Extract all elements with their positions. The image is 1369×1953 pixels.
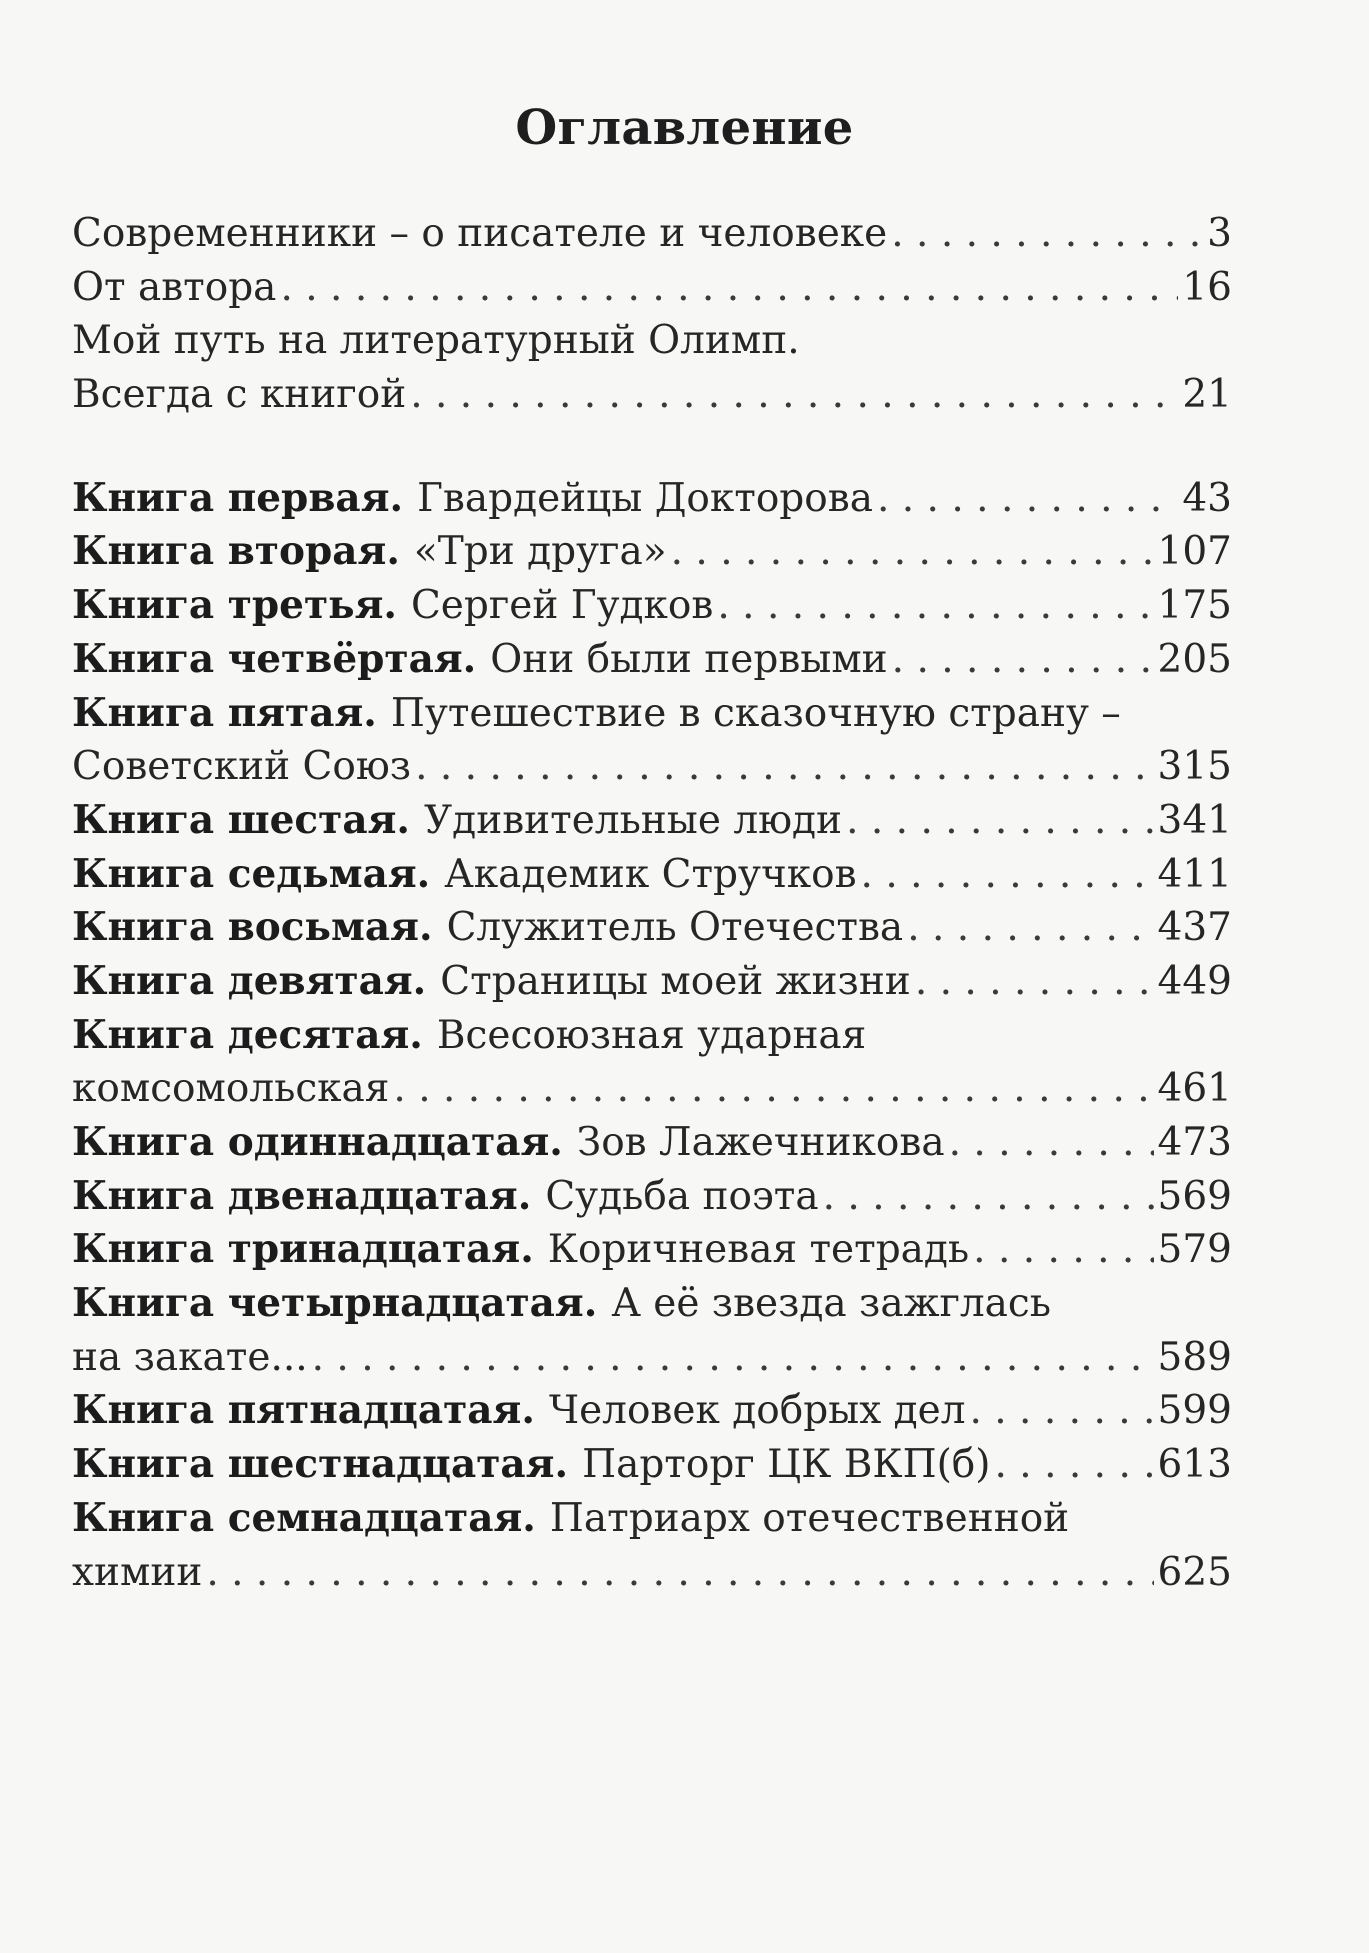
page-number: 589 <box>1157 1334 1232 1380</box>
entry-title: Удивительные люди <box>424 797 843 843</box>
toc-entry <box>72 525 1232 579</box>
dot-leader <box>973 1223 1153 1277</box>
entry-title: Всегда с книгой <box>72 372 407 418</box>
entry-title: Судьба поэта <box>545 1173 819 1219</box>
entry-title: Мой путь на литературный Олимп. <box>72 318 800 364</box>
entry-title: Современники – о писателе и человеке <box>72 211 888 256</box>
entry-title: Человек добрых дел <box>548 1388 966 1434</box>
page-number: 437 <box>1157 905 1232 951</box>
entry-title: Коричневая тетрадь <box>547 1227 970 1273</box>
page-number: 341 <box>1157 797 1232 843</box>
book-label: Книга первая. <box>72 474 404 521</box>
dot-leader <box>907 901 1153 955</box>
entry-title: От автора <box>72 264 277 310</box>
dot-leader <box>915 955 1154 1009</box>
entry-title: Парторг ЦК ВКП(б) <box>582 1442 991 1488</box>
dot-leader <box>206 1546 1153 1600</box>
entry-title: Академик Стручков <box>444 851 857 897</box>
table-of-contents <box>72 207 1232 1599</box>
entry-title: Зов Лажечникова <box>576 1120 945 1165</box>
toc-entry <box>72 261 1232 315</box>
book-label: Книга четвёртая. <box>72 635 477 682</box>
book-label: Книга четырнадцатая. <box>72 1280 598 1327</box>
book-label: Книга шестнадцатая. <box>72 1441 569 1488</box>
entry-title: Сергей Гудков <box>410 583 714 629</box>
page-number: 43 <box>1182 475 1232 521</box>
dot-leader <box>671 525 1154 579</box>
toc-entry <box>72 633 1232 687</box>
entry-title: А её звезда зажглась <box>611 1281 1051 1327</box>
toc-entry <box>72 1223 1232 1277</box>
toc-entry <box>72 687 1232 741</box>
page-number: 205 <box>1157 636 1232 682</box>
entry-title: Патриарх отечественной <box>549 1495 1070 1541</box>
toc-entry <box>72 848 1232 902</box>
page-number: 579 <box>1157 1227 1232 1273</box>
toc-entry-continuation <box>72 1331 1232 1385</box>
toc-entry <box>72 1492 1232 1546</box>
page-number: 3 <box>1207 211 1232 256</box>
toc-entry-continuation <box>72 1062 1232 1116</box>
dot-leader <box>280 261 1178 315</box>
page-number: 107 <box>1157 529 1232 575</box>
dot-leader <box>892 633 1154 687</box>
toc-entry <box>72 1170 1232 1224</box>
book-label: Книга шестая. <box>72 796 410 843</box>
dot-leader <box>717 579 1153 633</box>
page-number: 625 <box>1157 1549 1232 1595</box>
dot-leader <box>969 1384 1153 1438</box>
entry-title: комсомольская <box>72 1066 390 1112</box>
dot-leader <box>846 794 1153 848</box>
toc-entry <box>72 1116 1232 1170</box>
book-label: Книга двенадцатая. <box>72 1172 532 1219</box>
page-number: 175 <box>1157 583 1232 629</box>
book-label: Книга вторая. <box>72 528 400 575</box>
section-gap <box>72 422 1232 472</box>
page-number: 473 <box>1157 1120 1232 1165</box>
entry-title: Служитель Отечества <box>446 905 904 951</box>
page-number: 449 <box>1157 958 1232 1004</box>
dot-leader <box>861 848 1154 902</box>
book-label: Книга восьмая. <box>72 904 433 951</box>
toc-entry <box>72 472 1232 526</box>
book-label: Книга девятая. <box>72 957 427 1004</box>
toc-entry <box>72 1384 1232 1438</box>
book-label: Книга одиннадцатая. <box>72 1119 563 1165</box>
entry-title: Путешествие в сказочную страну – <box>390 690 1121 736</box>
book-label: Книга тринадцатая. <box>72 1226 534 1273</box>
toc-entry <box>72 1009 1232 1063</box>
entry-title: Советский Союз <box>72 744 412 790</box>
entry-title: Они были первыми <box>490 636 888 682</box>
dot-leader <box>415 740 1153 794</box>
book-label: Книга пятая. <box>72 689 377 736</box>
entry-title: Всесоюзная ударная <box>436 1012 867 1058</box>
page-number: 16 <box>1182 264 1232 310</box>
toc-entry-continuation <box>72 368 1232 422</box>
book-label: Книга пятнадцатая. <box>72 1387 535 1434</box>
page-number: 21 <box>1182 372 1232 418</box>
page-title: Оглавление <box>515 100 854 156</box>
page-number: 599 <box>1157 1388 1232 1434</box>
entry-title: химии <box>72 1549 203 1595</box>
page-number: 411 <box>1157 851 1232 897</box>
toc-entry <box>72 207 1232 261</box>
toc-entry <box>72 314 1232 368</box>
toc-entry <box>72 1438 1232 1492</box>
toc-entry <box>72 579 1232 633</box>
dot-leader <box>410 368 1178 422</box>
entry-title: Гвардейцы Докторова <box>417 475 873 521</box>
dot-leader <box>995 1438 1154 1492</box>
toc-entry-continuation <box>72 740 1232 794</box>
book-label: Книга третья. <box>72 582 397 629</box>
toc-entry <box>72 955 1232 1009</box>
dot-leader <box>949 1116 1154 1170</box>
toc-entry <box>72 901 1232 955</box>
book-label: Книга седьмая. <box>72 850 431 897</box>
dot-leader <box>891 207 1203 261</box>
toc-entry <box>72 1277 1232 1331</box>
dot-leader <box>393 1062 1153 1116</box>
book-label: Книга семнадцатая. <box>72 1494 536 1541</box>
entry-title: Страницы моей жизни <box>440 958 911 1004</box>
page-number: 613 <box>1157 1442 1232 1488</box>
dot-leader <box>312 1331 1154 1385</box>
toc-entry <box>72 794 1232 848</box>
page-number: 461 <box>1157 1066 1232 1112</box>
toc-entry-continuation <box>72 1546 1232 1600</box>
entry-title: «Три друга» <box>413 529 667 575</box>
dot-leader <box>823 1170 1154 1224</box>
dot-leader <box>877 472 1178 526</box>
page-number: 315 <box>1157 744 1232 790</box>
book-label: Книга десятая. <box>72 1011 423 1058</box>
page-number: 569 <box>1157 1173 1232 1219</box>
entry-title: на закате... <box>72 1334 308 1380</box>
